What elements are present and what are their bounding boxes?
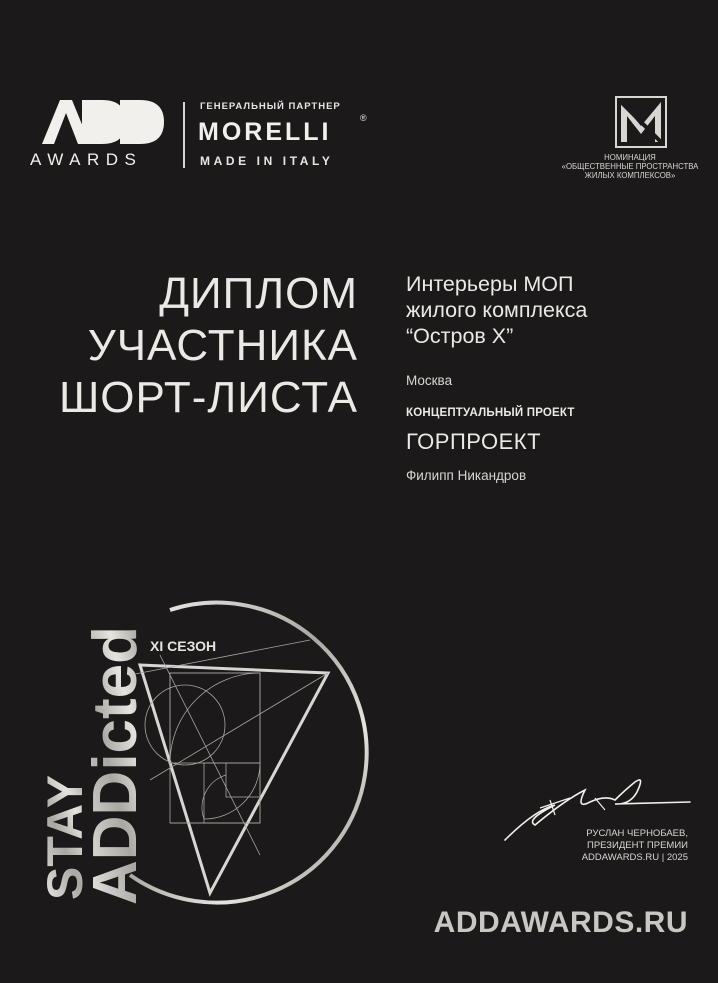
project-category: КОНЦЕПТУАЛЬНЫЙ ПРОЕКТ [406, 407, 575, 419]
project-title-line: Интерьеры МОП [406, 272, 574, 296]
emblem-word-icted: icted [81, 625, 150, 771]
partner-tagline: MADE IN ITALY [200, 154, 334, 168]
project-author: Филипп Никандров [406, 468, 527, 483]
nomination-emblem-icon [615, 96, 667, 148]
nomination-line: «ОБЩЕСТВЕННЫЕ ПРОСТРАНСТВА [561, 162, 699, 171]
diploma-title-line: ДИПЛОМ [159, 269, 358, 318]
project-city: Москва [406, 373, 453, 388]
president-line: ADDAWARDS.RU | 2025 [581, 852, 688, 863]
project-title-line: жилого комплекса [406, 298, 588, 322]
nomination-line: НОМИНАЦИЯ [604, 153, 656, 162]
president-line: РУСЛАН ЧЕРНОБАЕВ, [586, 828, 688, 839]
project-title [406, 271, 587, 349]
website-link[interactable]: ADDAWARDS.RU [433, 906, 688, 939]
nomination-text [550, 153, 710, 180]
emblem-triangle [140, 665, 328, 893]
emblem-season: XI СЕЗОН [150, 638, 217, 654]
project-company: ГОРПРОЕКТ [406, 429, 542, 454]
stay-addicted-emblem [20, 555, 370, 925]
logo-divider [183, 102, 185, 168]
emblem-word-add: ADD [81, 770, 150, 905]
partner-name: MORELLI [198, 118, 332, 146]
svg-text:ADDicted [81, 626, 150, 905]
project-title-line: “Остров X” [406, 324, 514, 348]
diploma-title-line: УЧАСТНИКА [87, 321, 358, 370]
diploma-title [59, 268, 358, 424]
president-line: ПРЕЗИДЕНТ ПРЕМИИ [586, 840, 688, 851]
nomination-line: ЖИЛЫХ КОМПЛЕКСОВ» [584, 171, 676, 180]
add-logo-icon [42, 100, 164, 144]
logo-awards-text: AWARDS [30, 150, 143, 169]
emblem-word-stay: STAY [37, 774, 93, 900]
president-caption [582, 828, 688, 864]
diploma-title-line: ШОРТ-ЛИСТА [58, 373, 358, 422]
partner-caption: ГЕНЕРАЛЬНЫЙ ПАРТНЕР [200, 101, 341, 112]
registered-mark: ® [360, 113, 367, 123]
